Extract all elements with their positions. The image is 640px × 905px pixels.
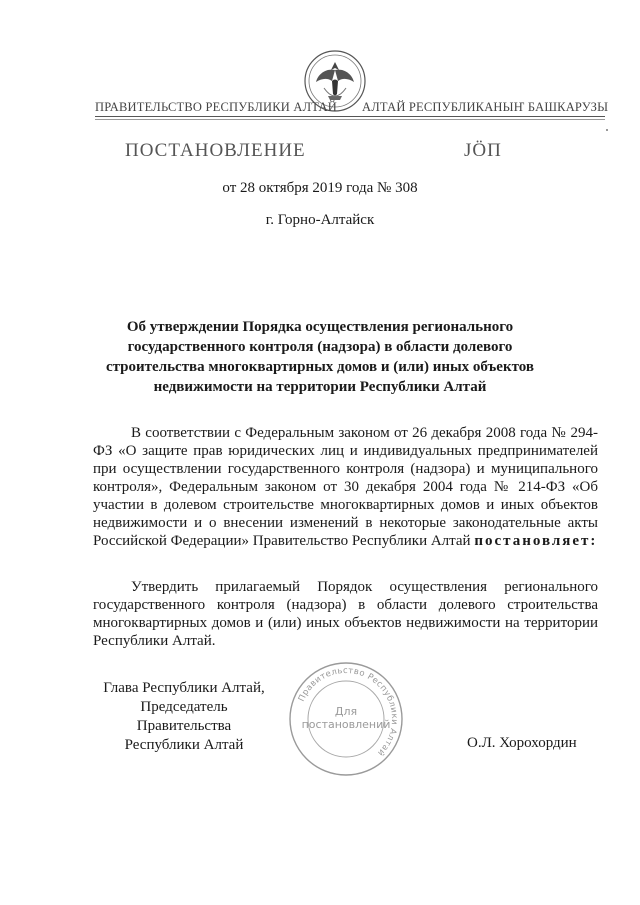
signatory-title-line1: Глава Республики Алтай, [103,680,265,696]
signatory-name: О.Л. Хорохордин [467,735,577,751]
preamble-text: В соответствии с Федеральным законом от 26 декабря 2008 года № 294-ФЗ «О защите прав юридических лиц и индивидуальных предпринимателей при осуществлении государственного контроля (надзора) и муниципального контроля», Федеральным законом от 30 декабря 2004 года № 214-ФЗ «Об участии в долевом строительстве многоквартирных домов и иных объектов недвижимости и о внесении изменений в некоторые законодательные акты Российской Федерации» Правительство Республики Алтай [93,425,598,549]
signatory-title [95,679,273,755]
doc-type-russian: ПОСТАНОВЛЕНИЕ [125,140,306,161]
document-city: г. Горно-Алтайск [265,212,375,228]
stamp-inner-text [298,705,394,731]
resolution-paragraph: Утвердить прилагаемый Порядок осуществления регионального государственного контроля (надзора) в области долевого строительства многоквартирных домов и (или) иных объектов недвижимости на территории Республики Алтай. [93,579,598,649]
stamp-inner-line1: Для [334,705,358,718]
signatory-title-line3: Республики Алтай [124,737,244,753]
document-date-number: от 28 октября 2019 года № 308 [222,180,418,196]
document-title: Об утверждении Порядка осуществления регионального государственного контроля (надзора) в области долевого строительства многоквартирных домов и (или) иных объектов недвижимости на территории Республики Алтай [105,319,535,395]
org-name-altai: АЛТАЙ РЕСПУБЛИКАНЫҤ БАШКАРУЗЫ [362,100,609,114]
header-divider-secondary [95,119,605,120]
scan-speck [606,129,608,131]
decree-word: постановляет: [474,533,598,549]
signatory-title-line2: Председатель Правительства [136,699,232,734]
preamble-paragraph [93,424,598,550]
stamp-inner-line2: постановлений [301,718,391,731]
header-divider [95,116,605,117]
doc-type-altai: ЈӦП [464,140,502,161]
org-name-russian: ПРАВИТЕЛЬСТВО РЕСПУБЛИКИ АЛТАЙ [95,100,337,114]
stamp-ring-text: Правительство Республики Алтай [296,665,400,758]
